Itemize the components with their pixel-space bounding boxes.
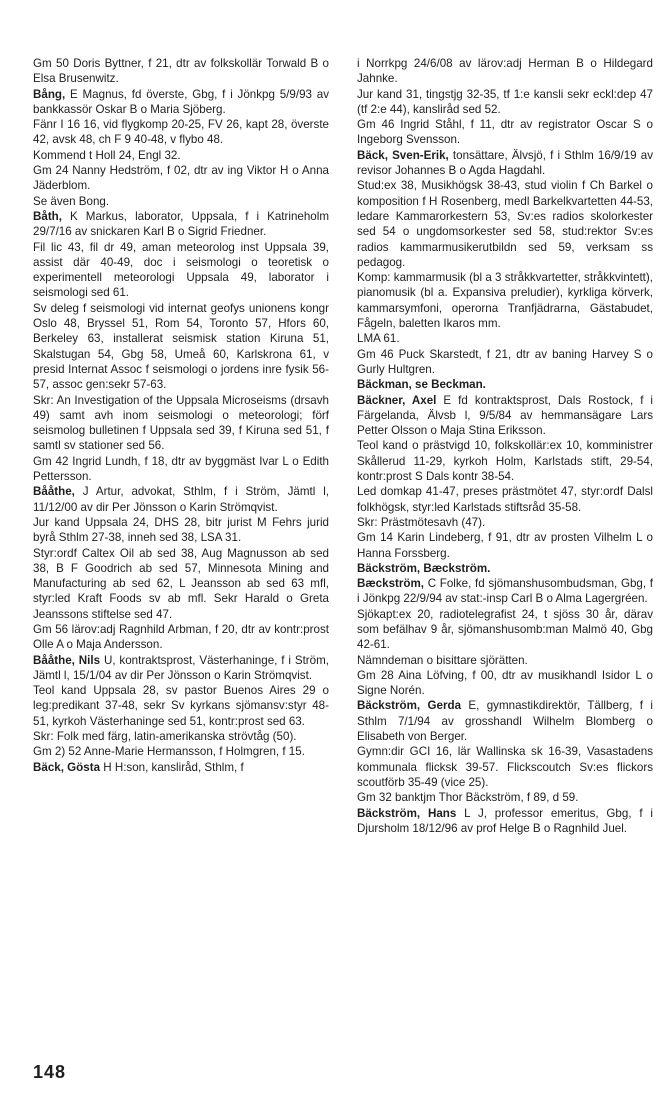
- entry-paragraph: [357, 331, 653, 346]
- entry-paragraph: [33, 729, 329, 744]
- entry-text: Kommend t Holl 24, Engl 32.: [33, 148, 181, 162]
- entry-headword: Båth,: [33, 209, 62, 223]
- entry-paragraph: [357, 576, 653, 607]
- entry-text: L J, professor emeritus, Gbg, f i Djursholm 18/12/96 av prof Helge B o Ragnhild Juel.: [357, 806, 653, 835]
- left-column: [33, 56, 329, 775]
- entry-paragraph: [33, 744, 329, 759]
- entry-paragraph: [33, 760, 329, 775]
- entry-text: J Artur, advokat, Sthlm, f i Ström, Jämtl l, 11/12/00 av dir Per Jönsson o Karin Strömqvist.: [33, 485, 329, 514]
- entry-paragraph: [357, 561, 653, 576]
- entry-text: Gm 46 Ingrid Ståhl, f 11, dtr av registrator Oscar S o Ingeborg Svensson.: [357, 118, 653, 147]
- entry-text: E Magnus, fd överste, Gbg, f i Jönkpg 5/9/93 av bankkassör Oskar B o Maria Sjöberg.: [33, 87, 329, 116]
- entry-paragraph: [33, 683, 329, 729]
- entry-paragraph: [357, 668, 653, 699]
- entry-text: tonsättare, Älvsjö, f i Sthlm 16/9/19 av revisor Johannes B o Agda Hagdahl.: [357, 148, 653, 178]
- entry-text: E, gymnastikdirektör, Tällberg, f i Sthlm 7/1/94 av grosshandl Wilhelm Blomberg o Elisabeth von Berger.: [357, 699, 653, 744]
- entry-paragraph: [357, 377, 653, 392]
- entry-headword: Bäckström, Bæckström.: [357, 561, 491, 575]
- entry-paragraph: [33, 546, 329, 622]
- entry-paragraph: [33, 653, 329, 684]
- entry-headword: Bååthe,: [33, 485, 75, 499]
- entry-text: Skr: Prästmötesavh (47).: [357, 515, 486, 529]
- entry-paragraph: [33, 454, 329, 485]
- entry-text: Gm 56 lärov:adj Ragnhild Arbman, f 20, dtr av kontr:prost Olle A o Maja Andersson.: [33, 622, 329, 652]
- entry-text: Sv deleg f seismologi vid internat geofys unionens kongr Oslo 48, Bryssel 51, Rom 54, Toronto 57, Hfors 60, Berkeley 63, installerat seismisk station Kiruna 51, Skalstugan 54, Gbg 58, Umeå 60, Karlskrona 61, v presid Internat Assoc f seismologi o jordens inre fysik 56-57, assoc gen:sekr 57-63.: [33, 301, 329, 392]
- entry-text: Gm 46 Puck Skarstedt, f 21, dtr av baning Harvey S o Gurly Hultgren.: [357, 347, 653, 376]
- entry-text: Teol kand Uppsala 28, sv pastor Buenos Aires 29 o leg:predikant 37-48, sekr Sv kyrkans sjömansv:styr 48-51, kyrkoh Västerhaninge sed 51, kontr:prost sed 63.: [33, 684, 329, 728]
- entry-paragraph: [357, 347, 653, 378]
- entry-paragraph: [33, 194, 329, 209]
- entry-text: Gm 28 Aina Löfving, f 00, dtr av musikhandl Isidor L o Signe Norén.: [357, 668, 653, 698]
- entry-text: Gymn:dir GCI 16, lär Wallinska sk 16-39, Vasastadens kommunala flicksk 39-57. Flickscoutch Sv:es flickors scoutförb 35-49 (vice 25).: [357, 745, 653, 789]
- entry-text: H H:son, kansliråd, Sthlm, f: [100, 760, 244, 774]
- entry-paragraph: [357, 515, 653, 530]
- entry-paragraph: [33, 622, 329, 653]
- entry-paragraph: [357, 270, 653, 331]
- entry-text: i Norrkpg 24/6/08 av lärov:adj Herman B o Hildegard Jahnke.: [357, 57, 653, 86]
- entry-paragraph: [33, 87, 329, 118]
- entry-headword: Bång,: [33, 87, 66, 101]
- entry-text: Skr: An Investigation of the Uppsala Microseisms (drsavh 49) samt avh inom seismologi o meteorologi; förf seismolog bulletinen f Uppsala sed 39, f Kiruna sed 51, f samtl sv stationer sed 56.: [33, 393, 329, 453]
- entry-text: Gm 42 Ingrid Lundh, f 18, dtr av byggmäst Ivar L o Edith Pettersson.: [33, 454, 329, 484]
- entry-text: Gm 24 Nanny Hedström, f 02, dtr av ing Viktor H o Anna Jäderblom.: [33, 164, 329, 193]
- entry-headword: Bäck, Gösta: [33, 760, 101, 774]
- entry-text: LMA 61.: [357, 332, 400, 346]
- entry-paragraph: [33, 393, 329, 454]
- entry-text: Gm 14 Karin Lindeberg, f 91, dtr av prosten Vilhelm L o Hanna Forssberg.: [357, 531, 653, 560]
- entry-text: C Folke, fd sjömanshusombudsman, Gbg, f i Jönkpg 22/9/94 av stat:-insp Carl B o Alma Lagergréen.: [357, 577, 653, 606]
- entry-headword: Bæckström,: [357, 577, 425, 591]
- entry-paragraph: [357, 484, 653, 515]
- entry-paragraph: [357, 530, 653, 561]
- entry-headword: Bååthe, Nils: [33, 653, 101, 667]
- entry-paragraph: [33, 148, 329, 163]
- entry-paragraph: [33, 56, 329, 87]
- entry-text: Gm 32 banktjm Thor Bäckström, f 89, d 59.: [357, 791, 579, 805]
- entry-text: Led domkap 41-47, preses prästmötet 47, styr:ordf Dalsl folkhögsk, styr:led Karlstads stiftsråd 35-58.: [357, 485, 653, 514]
- entry-paragraph: [357, 393, 653, 439]
- entry-text: Styr:ordf Caltex Oil ab sed 38, Aug Magnusson ab sed 38, B F Goodrich ab sed 57, Minnesota Mining and Manufacturing ab sed 62, L Jeansson ab sed 63 mfl, styr:led Kraft Foods sv ab mfl. Sekr Harald o Greta Jeanssons stiftelse sed 47.: [33, 546, 329, 621]
- entry-headword: Bäck, Sven-Erik,: [357, 148, 449, 162]
- entry-headword: Bäckström, Hans: [357, 806, 457, 820]
- entry-paragraph: [33, 117, 329, 148]
- entry-text: K Markus, laborator, Uppsala, f i Katrineholm 29/7/16 av snickaren Karl B o Sigrid Friedner.: [33, 209, 329, 239]
- entry-text: U, kontraktsprost, Västerhaninge, f i Ström, Jämtl l, 15/1/04 av dir Per Jönsson o Karin Strömqvist.: [33, 653, 329, 682]
- entry-paragraph: [357, 148, 653, 179]
- entry-text: Skr: Folk med färg, latin-amerikanska strövtåg (50).: [33, 730, 297, 744]
- entry-paragraph: [33, 163, 329, 194]
- entry-paragraph: [357, 806, 653, 837]
- entry-text: Fil lic 43, fil dr 49, aman meteorolog inst Uppsala 39, assist där 40-49, doc i seismologi o teoretisk o experimentell meteorologi Uppsala 49, laborator i seismologi sed 61.: [33, 240, 329, 300]
- entry-headword: Bäckström, Gerda: [357, 699, 462, 713]
- entry-paragraph: [357, 607, 653, 653]
- entry-text: Sjökapt:ex 20, radiotelegrafist 24, t sjöss 30 år, därav som befälhav 9 år, sjömanshusomb:man Malmö 40, Gbg 42-61.: [357, 607, 653, 652]
- entry-text: E fd kontraktsprost, Dals Rostock, f i Färgelanda, Älvsb l, 9/5/84 av hemmansägare Lars Petter Olsson o Maja Stina Eriksson.: [357, 393, 654, 438]
- entry-paragraph: [33, 301, 329, 393]
- entry-paragraph: [357, 117, 653, 148]
- entry-text: Jur kand Uppsala 24, DHS 28, bitr jurist M Fehrs jurid byrå Sthlm 27-38, inneh sed 38, LSA 31.: [33, 515, 329, 545]
- entry-paragraph: [357, 790, 653, 805]
- entry-text: Jur kand 31, tingstjg 32-35, tf 1:e kansli sekr eckl:dep 47 (tf 2:e 44), kansliråd sed 52.: [357, 87, 653, 116]
- entry-paragraph: [357, 653, 653, 668]
- entry-headword: Bäckman, se Beckman.: [357, 378, 486, 392]
- entry-paragraph: [357, 87, 653, 118]
- entry-text: Gm 2) 52 Anne-Marie Hermansson, f Holmgren, f 15.: [33, 745, 305, 759]
- entry-text: Komp: kammarmusik (bl a 3 stråkkvartetter, stråkkvintett), pianomusik (bl a. Expansiva preludier), kyrkliga körverk, kammarsymfoni, operorna Tranfjädrarna, Gästabudet, Fågeln, baletten Ikaros mm.: [357, 271, 653, 331]
- entry-paragraph: [357, 178, 653, 270]
- right-column: [357, 56, 653, 836]
- entry-paragraph: [33, 209, 329, 240]
- entry-paragraph: [33, 484, 329, 515]
- entry-paragraph: [357, 56, 653, 87]
- entry-text: Stud:ex 38, Musikhögsk 38-43, stud violin f Ch Barkel o komposition f H Rosenberg, medl Barkelkvartetten 44-53, ledare Kammarorkestern 53, Sv:es radios skolorkester sed 54 o ungdomsorkester sed 58, stud:rektor Sv:es radios kammarmusikerutbildn sed 59, verksam ss pedagog.: [357, 179, 653, 269]
- entry-paragraph: [33, 240, 329, 301]
- entry-headword: Bäckner, Axel: [357, 393, 437, 407]
- entry-text: Gm 50 Doris Byttner, f 21, dtr av folkskollär Torwald B o Elsa Brusenwitz.: [33, 57, 329, 86]
- entry-paragraph: [357, 438, 653, 484]
- entry-text: Fänr I 16 16, vid flygkomp 20-25, FV 26, kapt 28, överste 42, avsk 48, ch F 9 40-48, v flybo 48.: [33, 118, 329, 147]
- entry-text: Teol kand o prästvigd 10, folkskollär:ex 10, komministrer Skållerud 11-29, kyrkoh Holm, Karlstads stift, 29-54, kontr:prost S Dals kontr 38-54.: [357, 439, 653, 484]
- entry-text: Nämndeman o bisittare sjörätten.: [357, 653, 528, 667]
- entry-paragraph: [357, 698, 653, 744]
- entry-paragraph: [357, 744, 653, 790]
- entry-paragraph: [33, 515, 329, 546]
- page-number: 148: [33, 1062, 67, 1082]
- entry-text: Se även Bong.: [33, 194, 110, 208]
